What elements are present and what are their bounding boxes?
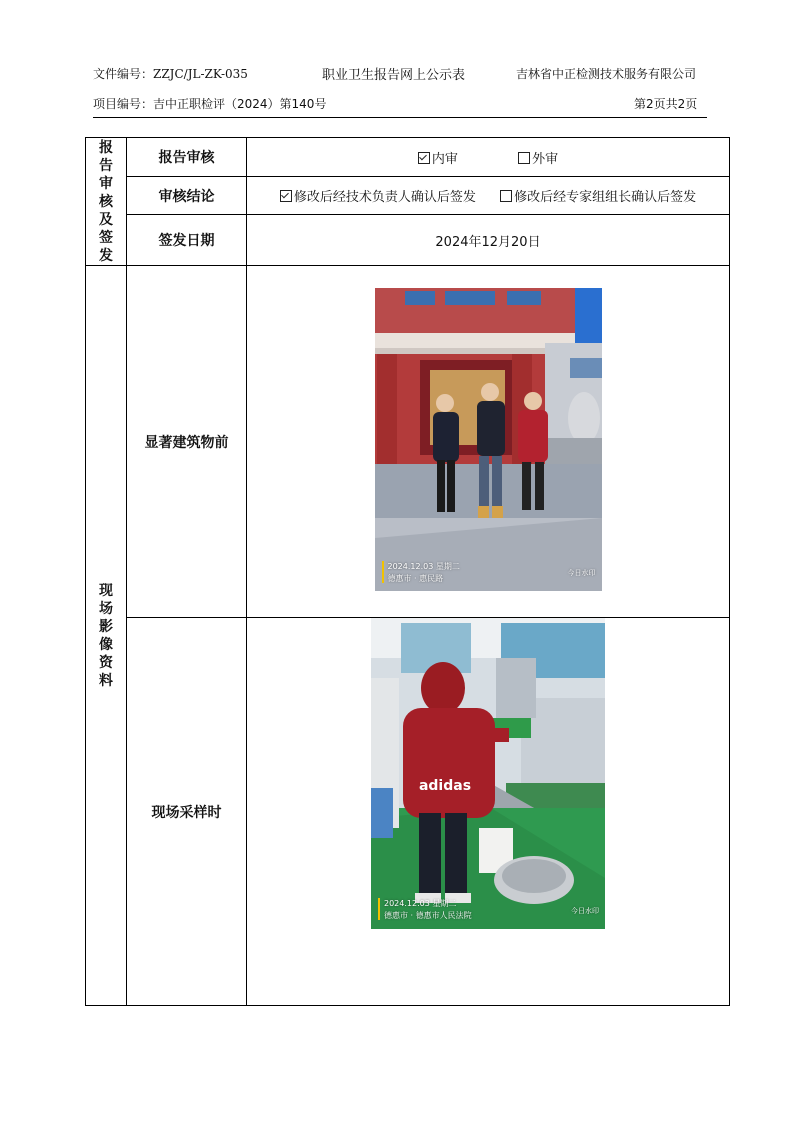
expert-lead-option[interactable]: 修改后经专家组组长确认后签发 [500,186,696,205]
building-photo [375,288,602,591]
site-section-label: 现 场 影 像 资 料 [86,266,127,1006]
photo1-label: 显著建筑物前 [127,266,247,618]
project-number: 项目编号：吉中正职检评（2024）第140号 [93,97,327,111]
file-number: 文件编号：ZZJC/JL-ZK-035 [93,67,248,81]
photo2-stamp-place: 德惠市 · 德惠市人民法院 [384,911,472,920]
photo2-watermark-app: 今日水印 [571,907,599,915]
review-type-label: 报告审核 [127,138,247,177]
conclusion-options [247,177,730,215]
photo2-label: 现场采样时 [127,618,247,1006]
watermark-bar [378,898,380,920]
watermark-bar [382,561,384,583]
internal-review-option[interactable]: 内审 [418,148,458,167]
checkbox-checked-icon[interactable] [280,190,292,202]
disclosure-table [85,137,730,1006]
company-name: 吉林省中正检测技术服务有限公司 [516,67,697,81]
checkbox-empty-icon[interactable] [518,152,530,164]
photo1-watermark-app: 今日水印 [567,569,596,577]
checkbox-empty-icon[interactable] [500,190,512,202]
photo1-stamp-place: 德惠市 · 惠民路 [387,574,444,583]
external-review-option[interactable]: 外审 [518,148,558,167]
review-section-label: 报 告 审 核 及 签 发 [86,138,127,266]
review-type-options [247,138,730,177]
conclusion-label: 审核结论 [127,177,247,215]
sampling-photo [371,618,605,929]
tech-lead-option[interactable]: 修改后经技术负责人确认后签发 [280,186,476,205]
header-rule [93,117,707,118]
page-number: 第2页共2页 [634,97,698,111]
document-title: 职业卫生报告网上公示表 [322,68,466,83]
issue-date-label: 签发日期 [127,215,247,266]
photo2-cell [247,618,730,1006]
photo1-cell [247,266,730,618]
photo2-stamp-date: 2024.12.03 星期二 [384,899,457,908]
issue-date-value: 2024年12月20日 [247,215,730,266]
checkbox-checked-icon[interactable] [418,152,430,164]
photo1-stamp-date: 2024.12.03 星期二 [387,562,460,571]
jacket-logo-text: adidas [418,778,472,794]
